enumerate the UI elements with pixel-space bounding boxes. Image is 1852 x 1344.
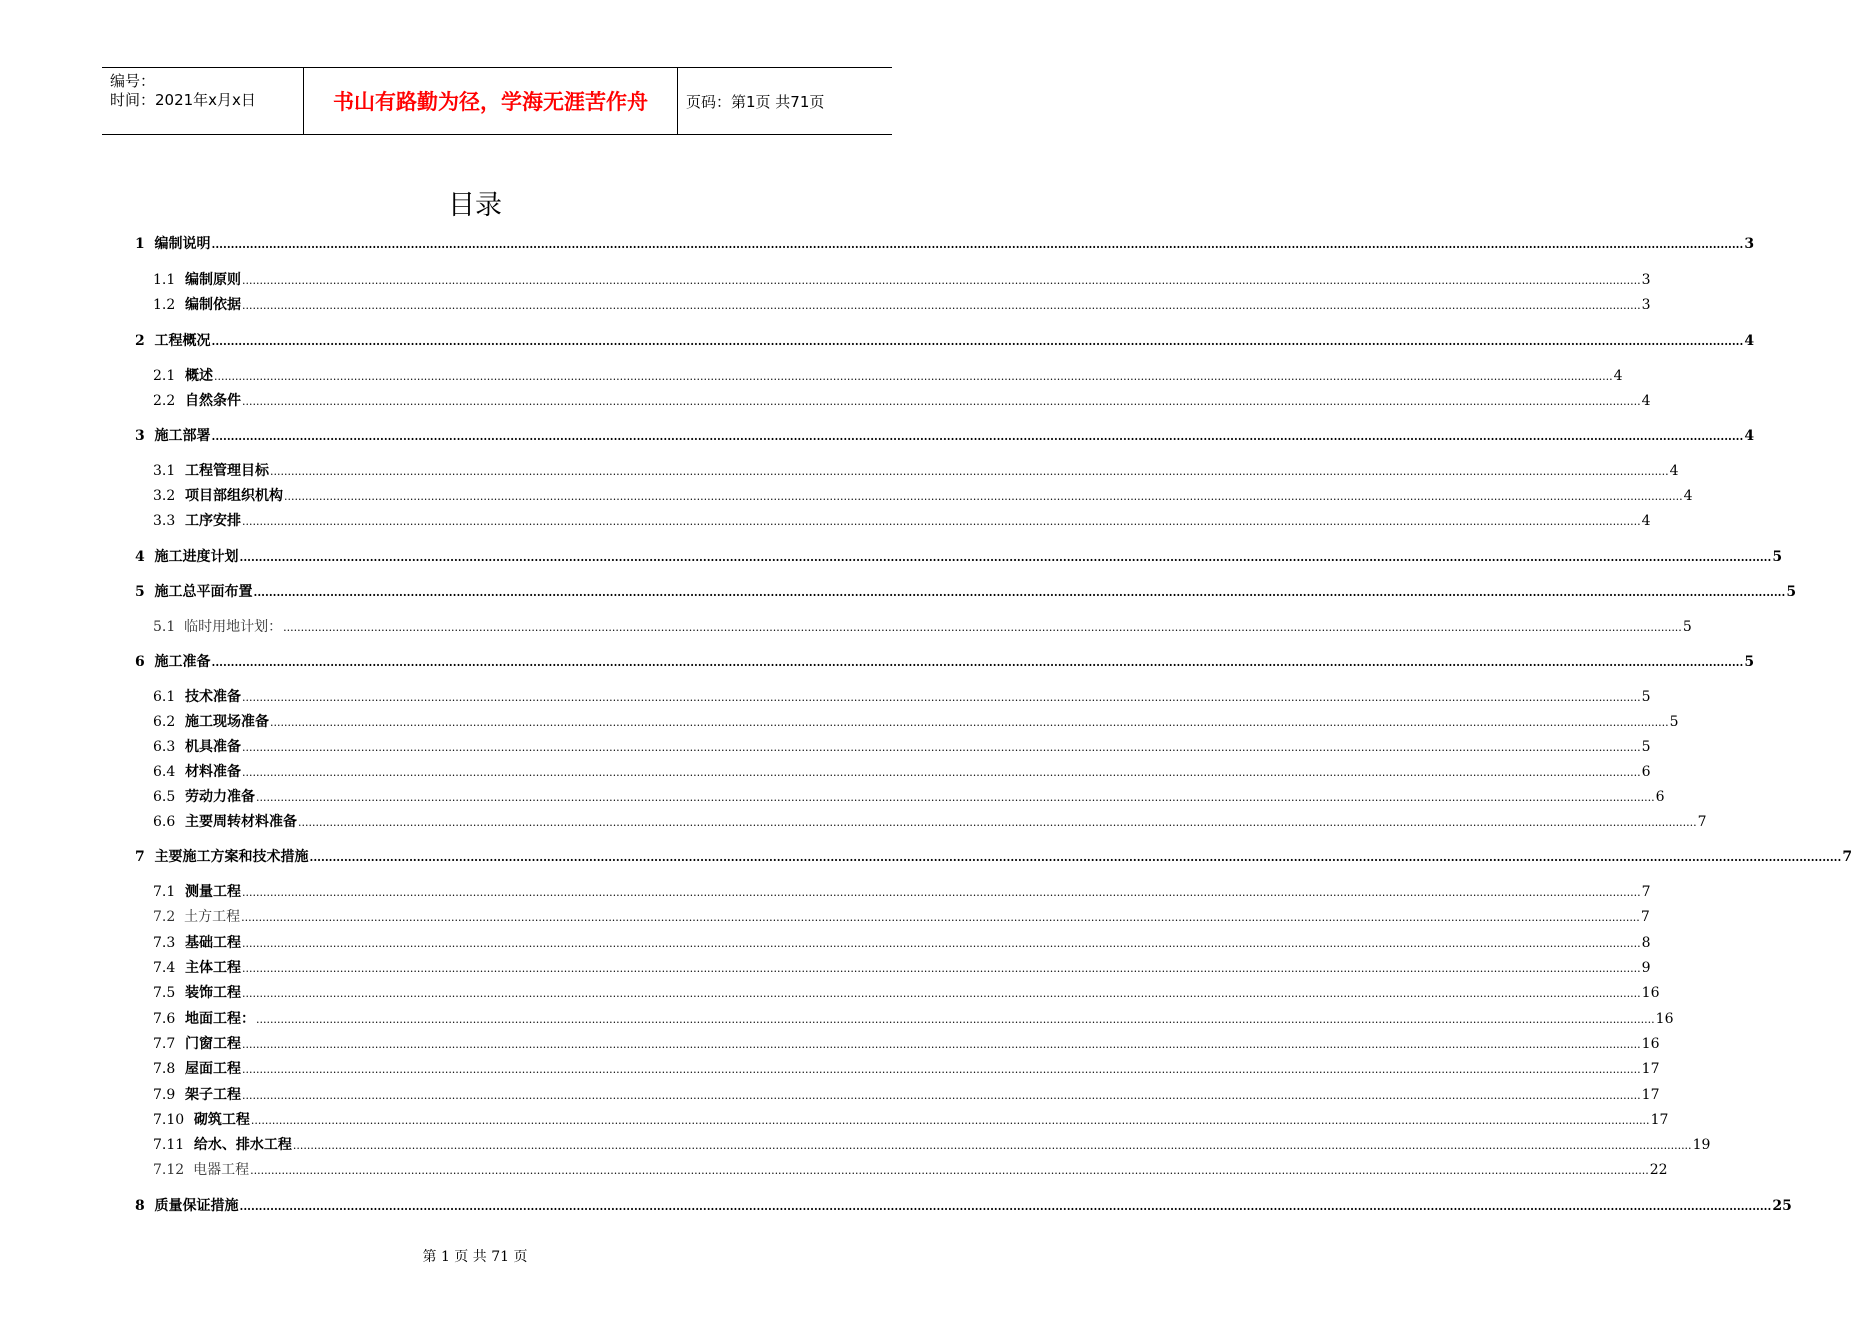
toc-entry[interactable] xyxy=(153,485,1693,507)
toc-dot-leader: ................................................................................................................................................................................................................................................................................................................................................................................................................ xyxy=(211,656,1744,669)
toc-entry-number: 7.2 xyxy=(153,909,176,925)
toc-dot-leader: ................................................................................................................................................................................................................................................................................................................................................................................................................ xyxy=(211,335,1744,348)
toc-entry-label: 地面工程： xyxy=(185,1011,256,1027)
toc-entry-label: 劳动力准备 xyxy=(185,789,256,805)
toc-entry-number: 5.1 xyxy=(153,619,176,635)
toc-entry-number: 6.2 xyxy=(153,714,176,730)
toc-entry-label: 架子工程 xyxy=(185,1087,242,1103)
toc-entry[interactable] xyxy=(153,686,1651,708)
toc-dot-leader: ................................................................................................................................................................................................................................................................................................................................................................................................................ xyxy=(242,962,1641,975)
toc-entry-label: 主要周转材料准备 xyxy=(185,814,298,830)
header-motto: 书山有路勤为径，学海无涯苦作舟 xyxy=(304,68,678,134)
toc-entry[interactable] xyxy=(153,294,1651,316)
toc-entry-page: 7 xyxy=(1641,884,1651,900)
toc-entry-number: 7.8 xyxy=(153,1061,176,1077)
toc-entry[interactable] xyxy=(153,906,1650,928)
toc-entry[interactable] xyxy=(153,1134,1711,1156)
toc-entry-label: 装饰工程 xyxy=(185,985,242,1001)
toc-entry[interactable] xyxy=(135,581,1797,603)
toc-entry[interactable] xyxy=(153,1058,1660,1080)
toc-entry-label: 屋面工程 xyxy=(185,1061,242,1077)
toc-dot-leader: ................................................................................................................................................................................................................................................................................................................................................................................................................ xyxy=(242,886,1641,899)
toc-entry-number: 6 xyxy=(135,654,145,670)
toc-entry-number: 6.5 xyxy=(153,789,176,805)
toc-dot-leader: ................................................................................................................................................................................................................................................................................................................................................................................................................ xyxy=(250,1114,1650,1127)
toc-entry[interactable] xyxy=(153,616,1692,638)
toc-entry-page: 6 xyxy=(1641,764,1651,780)
toc-dot-leader: ................................................................................................................................................................................................................................................................................................................................................................................................................ xyxy=(253,586,1786,599)
toc-entry-number: 4 xyxy=(135,549,145,565)
toc-entry-label: 临时用地计划： xyxy=(184,619,283,635)
toc-dot-leader: ................................................................................................................................................................................................................................................................................................................................................................................................................ xyxy=(242,987,1641,1000)
toc-entry-label: 编制原则 xyxy=(185,272,242,288)
toc-entry[interactable] xyxy=(153,881,1651,903)
toc-dot-leader: ................................................................................................................................................................................................................................................................................................................................................................................................................ xyxy=(242,691,1641,704)
toc-entry-number: 7.11 xyxy=(153,1137,185,1153)
toc-entry-label: 编制依据 xyxy=(185,297,242,313)
toc-entry-page: 4 xyxy=(1744,428,1755,444)
toc-entry-label: 土方工程 xyxy=(184,909,241,925)
toc-dot-leader: ................................................................................................................................................................................................................................................................................................................................................................................................................ xyxy=(242,741,1641,754)
toc-entry[interactable] xyxy=(153,269,1651,291)
toc-entry[interactable] xyxy=(153,786,1665,808)
toc-entry-label: 施工进度计划 xyxy=(154,549,239,565)
toc-entry-number: 1 xyxy=(135,236,145,252)
toc-entry-label: 主要施工方案和技术措施 xyxy=(154,849,309,865)
toc-entry-label: 材料准备 xyxy=(185,764,242,780)
toc-dot-leader: ................................................................................................................................................................................................................................................................................................................................................................................................................ xyxy=(214,370,1613,383)
toc-entry-label: 工程概况 xyxy=(154,333,211,349)
toc-entry-number: 7.3 xyxy=(153,935,176,951)
toc-entry[interactable] xyxy=(153,982,1660,1004)
toc-entry[interactable] xyxy=(153,1109,1669,1131)
toc-entry-label: 施工准备 xyxy=(154,654,211,670)
toc-entry[interactable] xyxy=(153,811,1707,833)
toc-entry[interactable] xyxy=(153,365,1623,387)
toc-entry-label: 门窗工程 xyxy=(185,1036,242,1052)
toc-entry[interactable] xyxy=(153,736,1651,758)
toc-entry-number: 1.2 xyxy=(153,297,176,313)
toc-entry[interactable] xyxy=(135,233,1755,255)
toc-entry[interactable] xyxy=(135,546,1783,568)
toc-dot-leader: ................................................................................................................................................................................................................................................................................................................................................................................................................ xyxy=(242,515,1641,528)
toc-entry-page: 7 xyxy=(1842,849,1852,865)
toc-dot-leader: ................................................................................................................................................................................................................................................................................................................................................................................................................ xyxy=(283,621,1682,634)
toc-entry-number: 3 xyxy=(135,428,145,444)
toc-entry-label: 电器工程 xyxy=(193,1162,250,1178)
toc-entry-label: 砌筑工程 xyxy=(193,1112,250,1128)
toc-entry-page: 4 xyxy=(1613,368,1623,384)
toc-entry-page: 16 xyxy=(1641,985,1660,1001)
toc-entry[interactable] xyxy=(153,1008,1674,1030)
toc-entry-page: 5 xyxy=(1669,714,1679,730)
toc-entry-number: 7.6 xyxy=(153,1011,176,1027)
toc-entry-page: 7 xyxy=(1640,909,1650,925)
toc-dot-leader: ................................................................................................................................................................................................................................................................................................................................................................................................................ xyxy=(292,1139,1692,1152)
toc-entry-number: 6.1 xyxy=(153,689,176,705)
toc-entry-page: 16 xyxy=(1655,1011,1674,1027)
toc-entry-number: 2.2 xyxy=(153,393,176,409)
toc-dot-leader: ................................................................................................................................................................................................................................................................................................................................................................................................................ xyxy=(242,766,1641,779)
toc-entry-label: 编制说明 xyxy=(154,236,211,252)
toc-dot-leader: ................................................................................................................................................................................................................................................................................................................................................................................................................ xyxy=(242,274,1641,287)
toc-entry[interactable] xyxy=(153,957,1651,979)
toc-entry-label: 自然条件 xyxy=(185,393,242,409)
toc-entry-label: 主体工程 xyxy=(185,960,242,976)
toc-entry-label: 机具准备 xyxy=(185,739,242,755)
toc-entry-page: 5 xyxy=(1641,689,1651,705)
toc-entry-label: 技术准备 xyxy=(185,689,242,705)
toc-dot-leader: ................................................................................................................................................................................................................................................................................................................................................................................................................ xyxy=(256,791,1655,804)
toc-entry-number: 7.9 xyxy=(153,1087,176,1103)
toc-entry-number: 7.1 xyxy=(153,884,176,900)
header-meta xyxy=(102,68,304,134)
toc-entry-page: 7 xyxy=(1697,814,1707,830)
toc-entry-page: 4 xyxy=(1641,393,1651,409)
header-page-info: 页码：第1页 共71页 xyxy=(686,92,825,111)
toc-dot-leader: ................................................................................................................................................................................................................................................................................................................................................................................................................ xyxy=(211,430,1744,443)
toc-entry-page: 3 xyxy=(1744,236,1755,252)
toc-dot-leader: ................................................................................................................................................................................................................................................................................................................................................................................................................ xyxy=(256,1013,1655,1026)
toc-dot-leader: ................................................................................................................................................................................................................................................................................................................................................................................................................ xyxy=(242,1038,1641,1051)
toc-dot-leader: ................................................................................................................................................................................................................................................................................................................................................................................................................ xyxy=(250,1164,1649,1177)
toc-entry-label: 施工部署 xyxy=(154,428,211,444)
toc-entry-label: 质量保证措施 xyxy=(154,1198,239,1214)
toc-entry-number: 3.2 xyxy=(153,488,176,504)
toc-entry-number: 6.3 xyxy=(153,739,176,755)
toc-entry[interactable] xyxy=(135,1195,1792,1217)
toc-entry-page: 5 xyxy=(1786,584,1797,600)
toc-entry-number: 8 xyxy=(135,1198,145,1214)
toc-entry[interactable] xyxy=(153,390,1651,412)
toc-dot-leader: ................................................................................................................................................................................................................................................................................................................................................................................................................ xyxy=(211,238,1744,251)
toc-entry-label: 给水、排水工程 xyxy=(193,1137,292,1153)
toc-entry[interactable] xyxy=(135,425,1755,447)
toc-dot-leader: ................................................................................................................................................................................................................................................................................................................................................................................................................ xyxy=(284,490,1683,503)
toc-entry-label: 工序安排 xyxy=(185,513,242,529)
toc-entry-label: 施工现场准备 xyxy=(185,714,270,730)
toc-entry-page: 6 xyxy=(1655,789,1665,805)
toc-entry-number: 7.5 xyxy=(153,985,176,1001)
toc-entry-label: 测量工程 xyxy=(185,884,242,900)
toc-entry-number: 7.10 xyxy=(153,1112,185,1128)
toc-entry-page: 25 xyxy=(1772,1198,1792,1214)
toc-dot-leader: ................................................................................................................................................................................................................................................................................................................................................................................................................ xyxy=(309,851,1842,864)
toc-dot-leader: ................................................................................................................................................................................................................................................................................................................................................................................................................ xyxy=(242,299,1641,312)
page-header xyxy=(102,67,892,135)
toc-entry-number: 7.7 xyxy=(153,1036,176,1052)
toc-dot-leader: ................................................................................................................................................................................................................................................................................................................................................................................................................ xyxy=(270,716,1669,729)
toc-entry[interactable] xyxy=(153,932,1651,954)
toc-entry-page: 5 xyxy=(1682,619,1692,635)
toc-entry-page: 5 xyxy=(1772,549,1783,565)
toc-dot-leader: ................................................................................................................................................................................................................................................................................................................................................................................................................ xyxy=(298,816,1697,829)
toc-entry[interactable] xyxy=(135,846,1852,868)
toc-entry[interactable] xyxy=(153,1084,1660,1106)
toc-entry-page: 3 xyxy=(1641,272,1651,288)
toc-entry[interactable] xyxy=(153,460,1679,482)
toc-entry-label: 基础工程 xyxy=(185,935,242,951)
toc-entry-page: 17 xyxy=(1641,1087,1660,1103)
toc-dot-leader: ................................................................................................................................................................................................................................................................................................................................................................................................................ xyxy=(239,1200,1772,1213)
document-time-label: 时间：2021年x月x日 xyxy=(110,91,256,109)
toc-entry-page: 16 xyxy=(1641,1036,1660,1052)
toc-entry-number: 2.1 xyxy=(153,368,176,384)
toc-dot-leader: ................................................................................................................................................................................................................................................................................................................................................................................................................ xyxy=(241,911,1640,924)
toc-entry-page: 19 xyxy=(1692,1137,1711,1153)
toc-entry-page: 5 xyxy=(1641,739,1651,755)
toc-entry-page: 3 xyxy=(1641,297,1651,313)
toc-title: 目录 xyxy=(448,190,502,221)
toc-dot-leader: ................................................................................................................................................................................................................................................................................................................................................................................................................ xyxy=(242,1089,1641,1102)
toc-entry-number: 7 xyxy=(135,849,145,865)
toc-entry-number: 5 xyxy=(135,584,145,600)
toc-entry-number: 6.4 xyxy=(153,764,176,780)
toc-entry-page: 8 xyxy=(1641,935,1651,951)
toc-entry[interactable] xyxy=(153,711,1679,733)
toc-entry-page: 17 xyxy=(1641,1061,1660,1077)
toc-entry-number: 3.3 xyxy=(153,513,176,529)
toc-dot-leader: ................................................................................................................................................................................................................................................................................................................................................................................................................ xyxy=(242,937,1641,950)
toc-entry-page: 4 xyxy=(1669,463,1679,479)
toc-entry-page: 9 xyxy=(1641,960,1651,976)
toc-entry-page: 4 xyxy=(1683,488,1693,504)
toc-entry-label: 施工总平面布置 xyxy=(154,584,253,600)
toc-entry-label: 项目部组织机构 xyxy=(185,488,284,504)
toc-entry-number: 6.6 xyxy=(153,814,176,830)
toc-dot-leader: ................................................................................................................................................................................................................................................................................................................................................................................................................ xyxy=(270,465,1669,478)
toc-entry[interactable] xyxy=(153,1159,1668,1181)
toc-entry-label: 概述 xyxy=(185,368,214,384)
toc-entry[interactable] xyxy=(135,651,1755,673)
toc-entry-number: 2 xyxy=(135,333,145,349)
toc-entry-label: 工程管理目标 xyxy=(185,463,270,479)
toc-entry-number: 1.1 xyxy=(153,272,176,288)
toc-dot-leader: ................................................................................................................................................................................................................................................................................................................................................................................................................ xyxy=(242,395,1641,408)
toc-entry-page: 17 xyxy=(1650,1112,1669,1128)
toc-entry-number: 7.4 xyxy=(153,960,176,976)
toc-entry-number: 7.12 xyxy=(153,1162,185,1178)
document-number-label: 编号： xyxy=(110,72,156,90)
toc-dot-leader: ................................................................................................................................................................................................................................................................................................................................................................................................................ xyxy=(239,551,1772,564)
toc-entry-page: 4 xyxy=(1744,333,1755,349)
toc-entry[interactable] xyxy=(153,761,1651,783)
page-footer: 第 1 页 共 71 页 xyxy=(422,1249,528,1265)
toc-entry-page: 5 xyxy=(1744,654,1755,670)
toc-entry-page: 4 xyxy=(1641,513,1651,529)
toc-entry[interactable] xyxy=(153,1033,1660,1055)
toc-entry[interactable] xyxy=(153,510,1651,532)
toc-entry-page: 22 xyxy=(1649,1162,1668,1178)
toc-entry[interactable] xyxy=(135,330,1755,352)
toc-entry-number: 3.1 xyxy=(153,463,176,479)
toc-dot-leader: ................................................................................................................................................................................................................................................................................................................................................................................................................ xyxy=(242,1063,1641,1076)
